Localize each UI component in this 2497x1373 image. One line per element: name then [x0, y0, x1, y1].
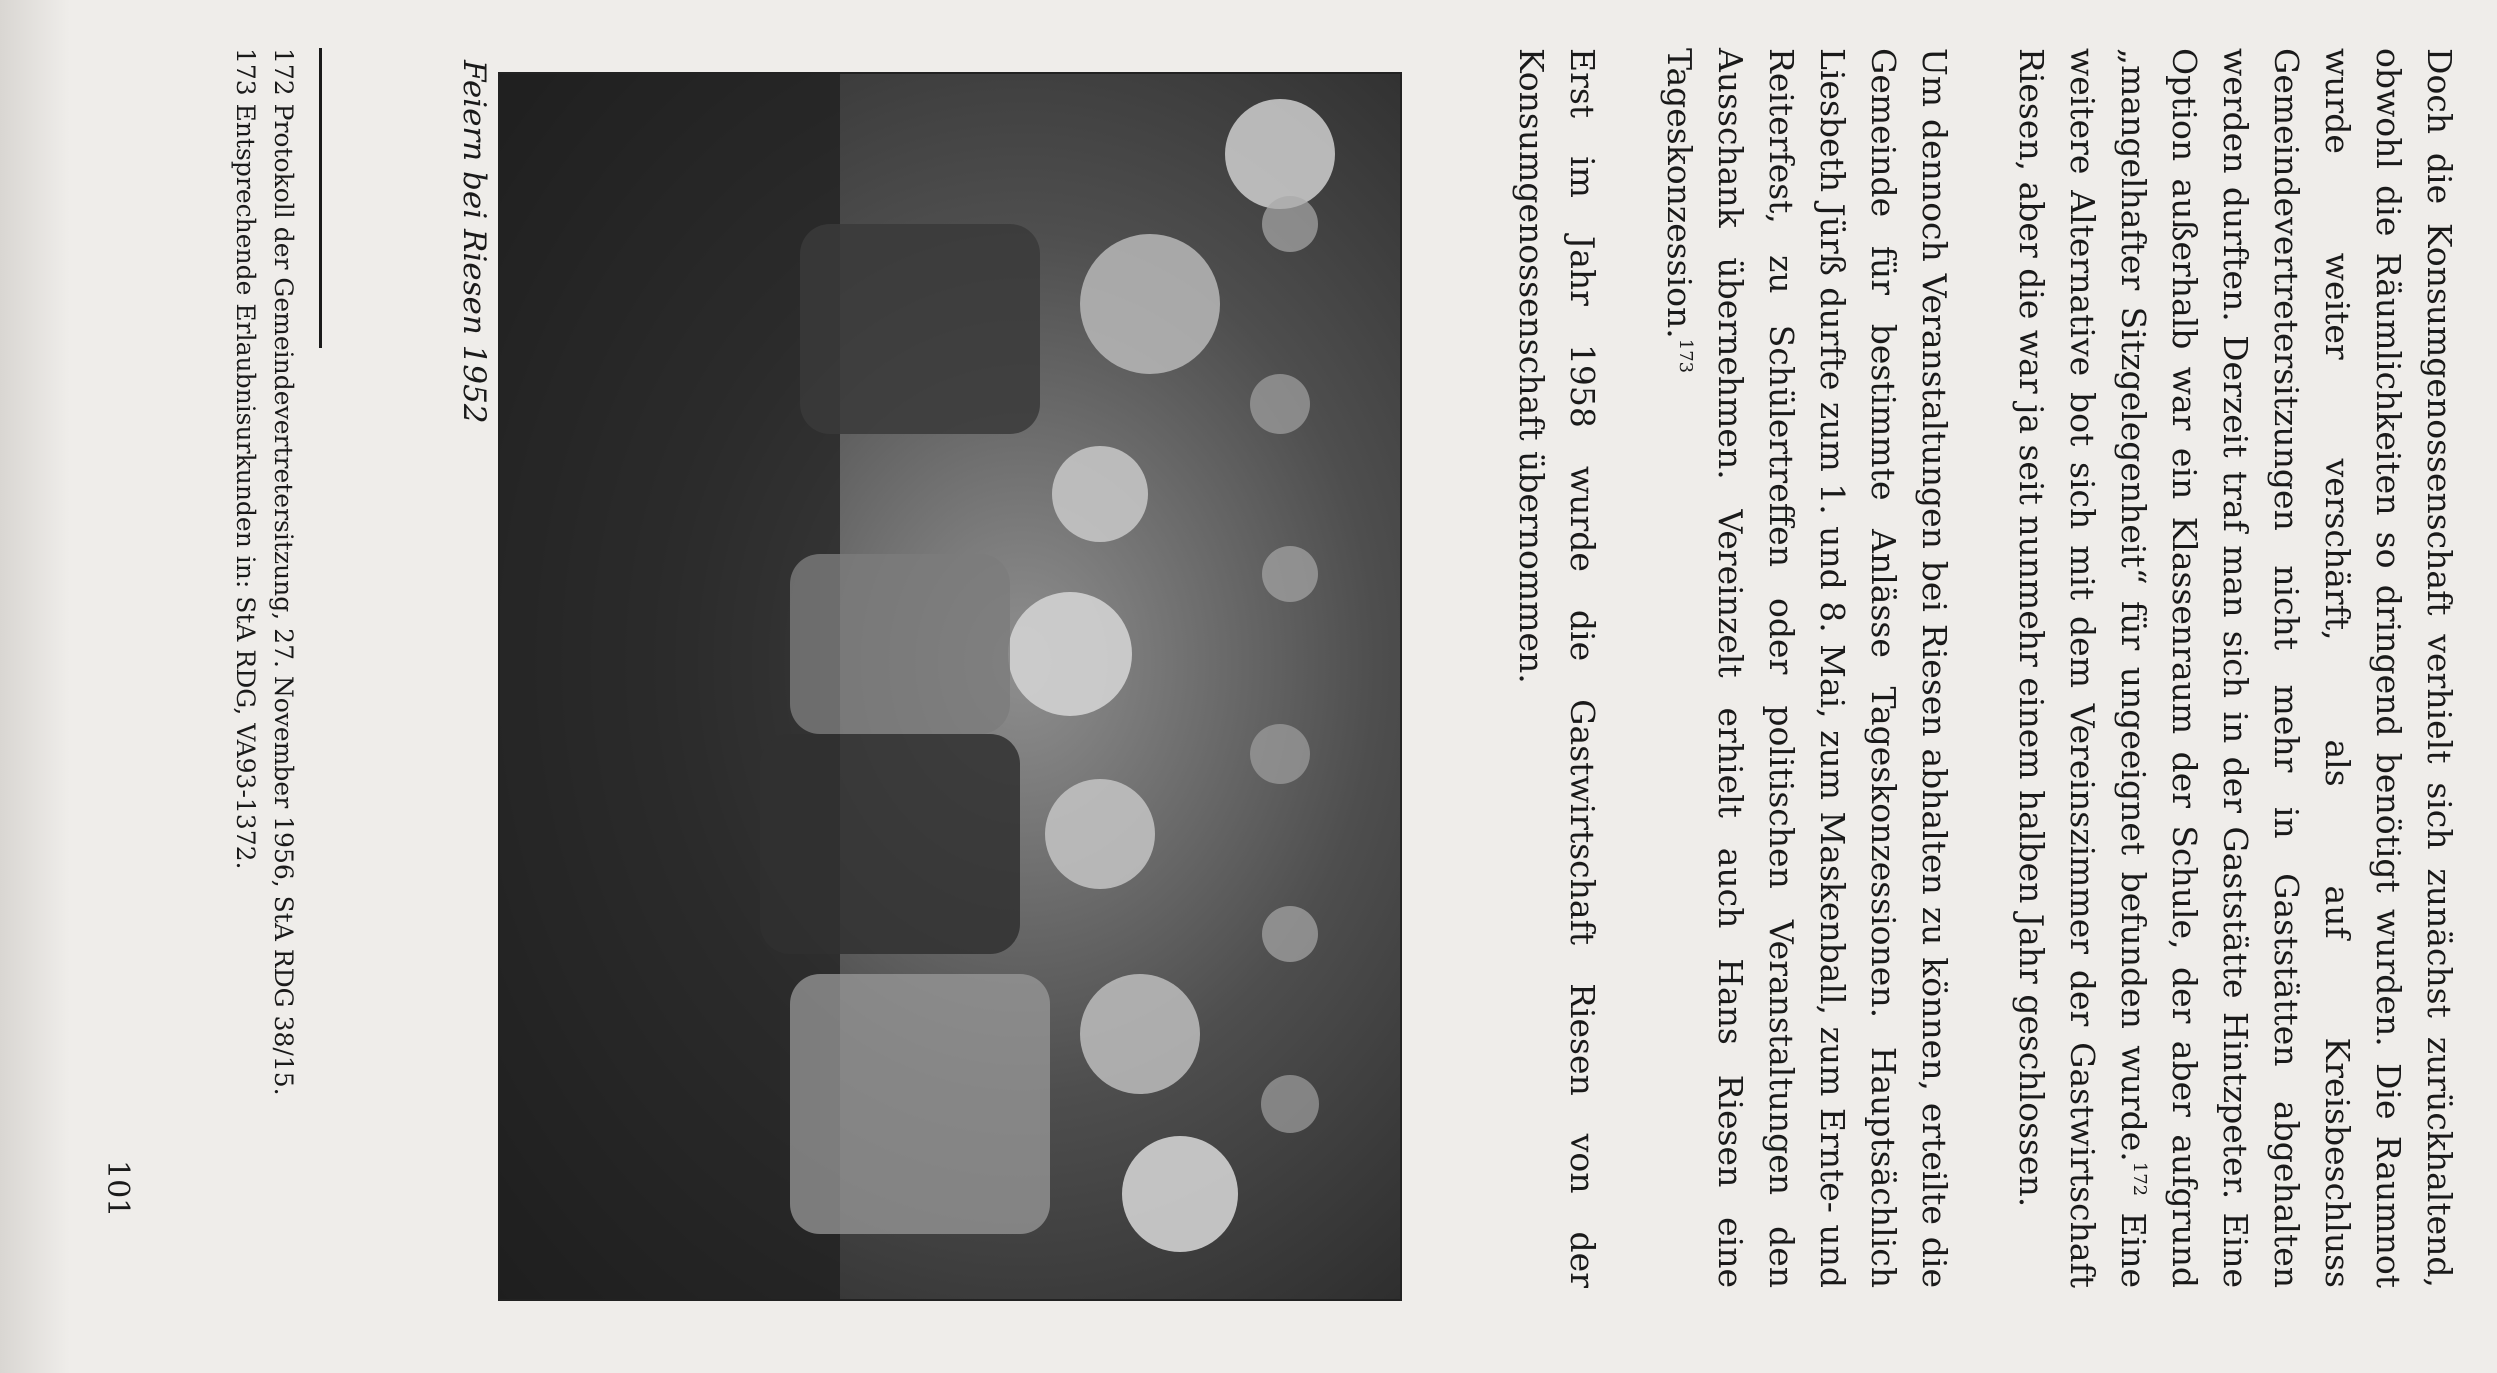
body-text [1460, 48, 2465, 1288]
body-text-run: Erst im Jahr 1958 wurde die Gastwirtschaft Riesen von der Konsumgenossenschaft übernommen. [1512, 48, 1602, 1288]
page-number: 101 [100, 1160, 135, 1218]
footnotes [226, 48, 302, 1288]
body-paragraph [1506, 48, 1608, 1288]
footnote-172: 172 Protokoll der Gemeindevertretersitzung, 27. November 1956, StA RDG 38/15. [269, 48, 298, 1096]
photo-celebration [498, 72, 1402, 1301]
footnote-divider [319, 48, 322, 348]
photo-caption: Feiern bei Riesen 1952 [456, 60, 492, 424]
body-text-run: Eine weitere Alternative bot sich mit dem Vereinszimmer der Gastwirtschaft Riesen, aber die war ja seit nunmehr einem halben Jahr geschlossen. [2012, 48, 2153, 1288]
footnote-173: 173 Entsprechende Erlaubnisurkunden in: StA RDG, VA93-1372. [231, 48, 260, 870]
footnote-marker: 172 [2129, 1161, 2150, 1197]
body-paragraph [2006, 48, 2465, 1288]
footnote-marker: 173 [1675, 338, 1696, 374]
body-paragraph [1654, 48, 1960, 1288]
body-text-run: Doch die Konsumgenossenschaft verhielt sich zunächst zurückhaltend, obwohl die Räumlichkeiten so dringend benötigt wurden. Die Raumnot wurde weiter verschärft, als auf Kreisbeschluss Gemeindevertretersitzungen nicht mehr in Gaststätten abgehalten werden durften. Derzeit traf man sich in der Gaststätte Hintzpeter. Eine Option außerhalb war ein Klassenraum der Schule, der aber aufgrund „mangelhafter Sitzgelegenheit“ für ungeeignet befunden wurde. [2114, 48, 2459, 1288]
body-text-run: Um dennoch Veranstaltungen bei Riesen abhalten zu können, erteilte die Gemeinde für bestimmte Anlässe Tageskonzessionen. Hauptsächlich Liesbeth Jürß durfte zum 1. und 8. Mai, zum Maskenball, zum Ernte- und Reiterfest, zu Schülertreffen oder politischen Veranstaltungen den Ausschank übernehmen. Vereinzelt erhielt auch Hans Riesen eine Tageskonzession. [1660, 48, 1954, 1288]
